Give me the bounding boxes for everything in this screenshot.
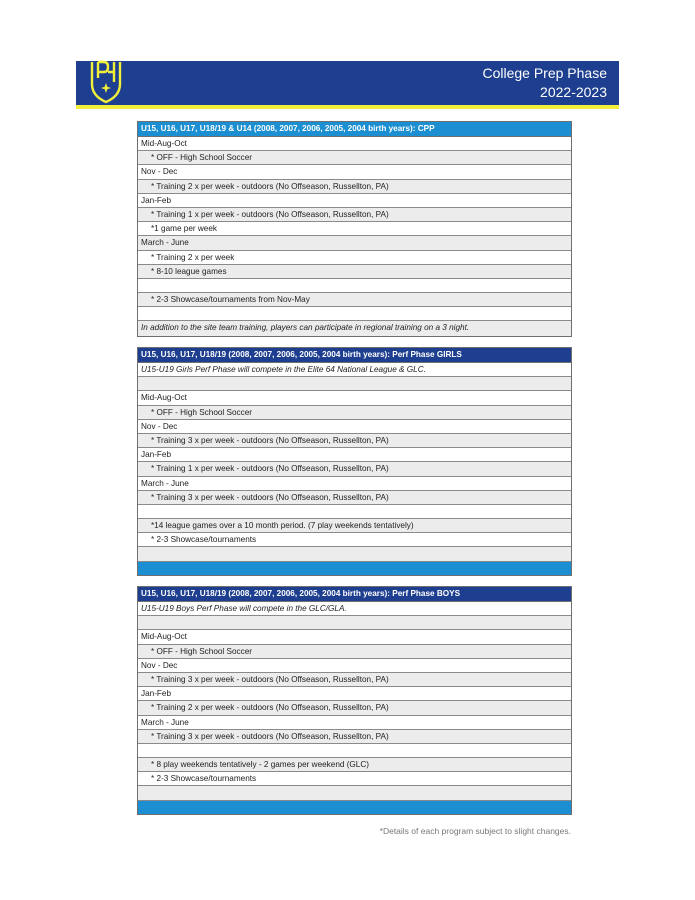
table-footer-bar xyxy=(138,801,571,814)
boys-perf-phase-table xyxy=(137,586,572,815)
table-row: * Training 2 x per week xyxy=(138,251,571,265)
table-row xyxy=(138,279,571,293)
table-row: * OFF - High School Soccer xyxy=(138,151,571,165)
table-row-note: U15-U19 Boys Perf Phase will compete in the GLC/GLA. xyxy=(138,602,571,616)
ph-crest-logo-icon xyxy=(84,58,128,104)
table-row: Mid-Aug-Oct xyxy=(138,630,571,644)
table-row: March - June xyxy=(138,236,571,250)
table-row: * Training 3 x per week - outdoors (No Offseason, Russellton, PA) xyxy=(138,491,571,505)
table-row: Jan-Feb xyxy=(138,448,571,462)
table-row: * Training 3 x per week - outdoors (No Offseason, Russellton, PA) xyxy=(138,434,571,448)
table-footer-bar xyxy=(138,562,571,575)
table-row xyxy=(138,786,571,800)
table-row: * OFF - High School Soccer xyxy=(138,406,571,420)
cpp-table-heading: U15, U16, U17, U18/19 & U14 (2008, 2007, 2006, 2005, 2004 birth years): CPP xyxy=(138,122,571,137)
table-row-note: In addition to the site team training, players can participate in regional training on a 3 night. xyxy=(138,321,571,335)
cpp-schedule-table xyxy=(137,121,572,337)
table-row: * OFF - High School Soccer xyxy=(138,645,571,659)
footnote: *Details of each program subject to slight changes. xyxy=(379,826,571,836)
girls-perf-phase-table xyxy=(137,347,572,576)
table-row: Jan-Feb xyxy=(138,194,571,208)
table-row: * 2-3 Showcase/tournaments from Nov-May xyxy=(138,293,571,307)
table-row: Mid-Aug-Oct xyxy=(138,391,571,405)
table-row: * 2-3 Showcase/tournaments xyxy=(138,533,571,547)
table-row: Mid-Aug-Oct xyxy=(138,137,571,151)
table-row xyxy=(138,307,571,321)
table-row: * Training 3 x per week - outdoors (No Offseason, Russellton, PA) xyxy=(138,730,571,744)
table-row: *1 game per week xyxy=(138,222,571,236)
table-row: March - June xyxy=(138,716,571,730)
table-row: Nov - Dec xyxy=(138,420,571,434)
table-row: * Training 1 x per week - outdoors (No Offseason, Russellton, PA) xyxy=(138,208,571,222)
table-row xyxy=(138,377,571,391)
title-line-program: College Prep Phase xyxy=(482,65,607,81)
table-row: Nov - Dec xyxy=(138,659,571,673)
table-row: * 2-3 Showcase/tournaments xyxy=(138,772,571,786)
table-row xyxy=(138,744,571,758)
title-line-season: 2022-2023 xyxy=(540,84,607,100)
table-row: * Training 2 x per week - outdoors (No Offseason, Russellton, PA) xyxy=(138,701,571,715)
header-accent-stripe xyxy=(76,105,619,109)
table-row: * 8 play weekends tentatively - 2 games per weekend (GLC) xyxy=(138,758,571,772)
table-row: * Training 3 x per week - outdoors (No Offseason, Russellton, PA) xyxy=(138,673,571,687)
table-row: * Training 2 x per week - outdoors (No Offseason, Russellton, PA) xyxy=(138,180,571,194)
girls-table-heading: U15, U16, U17, U18/19 (2008, 2007, 2006, 2005, 2004 birth years): Perf Phase GIRLS xyxy=(138,348,571,363)
page-title xyxy=(482,64,607,102)
table-row: March - June xyxy=(138,477,571,491)
table-row: * Training 1 x per week - outdoors (No Offseason, Russellton, PA) xyxy=(138,462,571,476)
table-row: * 8-10 league games xyxy=(138,265,571,279)
boys-table-heading: U15, U16, U17, U18/19 (2008, 2007, 2006, 2005, 2004 birth years): Perf Phase BOYS xyxy=(138,587,571,602)
table-row: Nov - Dec xyxy=(138,165,571,179)
table-row: Jan-Feb xyxy=(138,687,571,701)
table-row xyxy=(138,616,571,630)
table-row: *14 league games over a 10 month period. (7 play weekends tentatively) xyxy=(138,519,571,533)
table-row xyxy=(138,547,571,561)
table-row xyxy=(138,505,571,519)
table-row-note: U15-U19 Girls Perf Phase will compete in the Elite 64 National League & GLC. xyxy=(138,363,571,377)
